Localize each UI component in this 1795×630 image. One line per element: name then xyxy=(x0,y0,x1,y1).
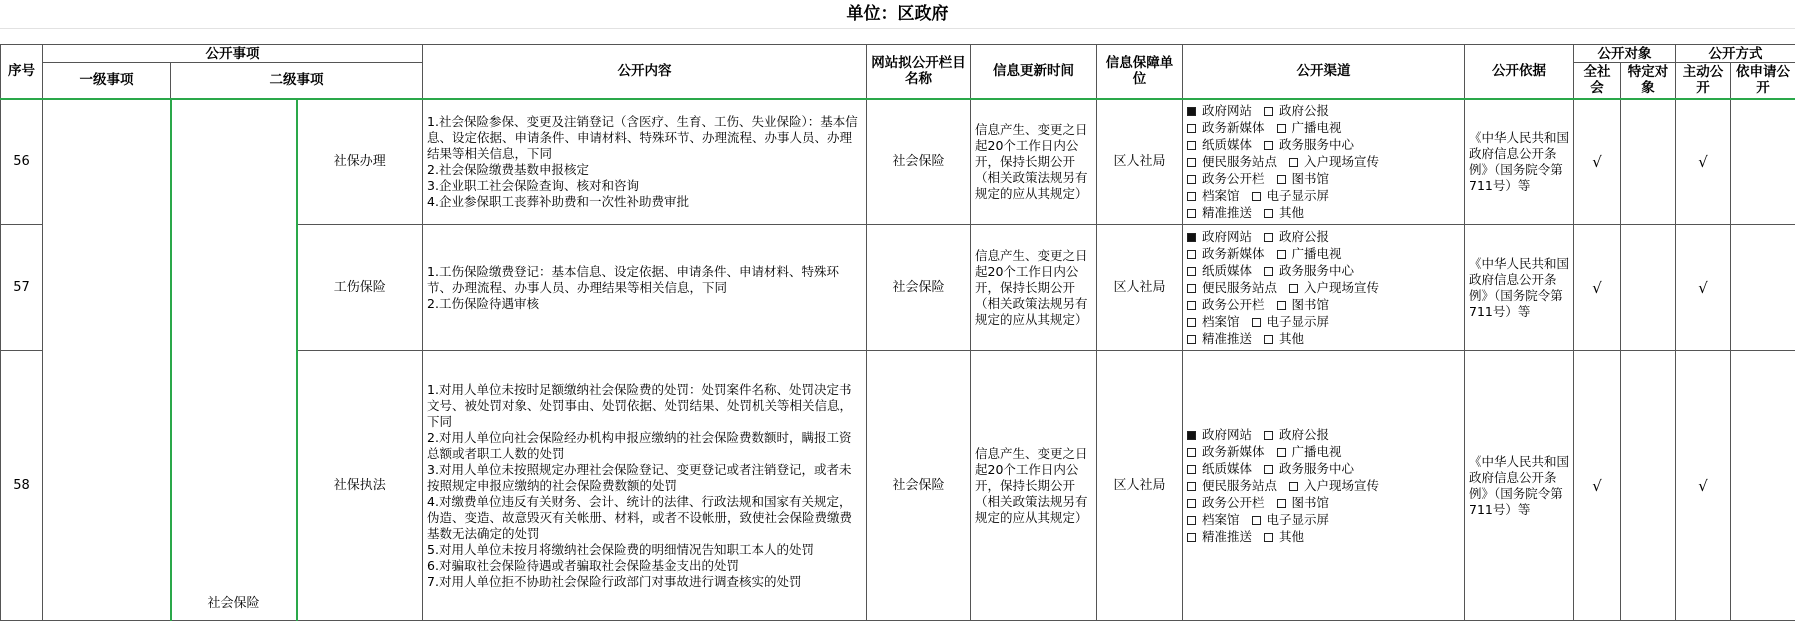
content-line: 6.对骗取社会保险待遇或者骗取社会保险基金支出的处罚 xyxy=(427,557,739,573)
checkbox-icon[interactable] xyxy=(1252,516,1261,525)
channel-label: 政府网站 xyxy=(1202,229,1253,244)
basis-cell: 《中华人民共和国政府信息公开条例》（国务院令第711号）等 xyxy=(1465,351,1574,621)
channel-label: 电子显示屏 xyxy=(1266,314,1330,329)
header-level2: 二级事项 xyxy=(171,63,423,99)
header-column: 网站拟公开栏目名称 xyxy=(867,45,971,99)
checkbox-icon[interactable] xyxy=(1277,175,1286,184)
update-time: 信息产生、变更之日起20个工作日内公开，保持长期公开（相关政策法规另有规定的应从其规定） xyxy=(971,99,1097,225)
checkbox-icon[interactable] xyxy=(1187,158,1196,167)
channel-label: 政务服务中心 xyxy=(1279,263,1355,278)
row-seq: 58 xyxy=(1,351,43,621)
table-row xyxy=(1,99,1795,225)
channel-label: 图书馆 xyxy=(1291,297,1330,312)
channel-label: 入户现场宣传 xyxy=(1304,280,1380,295)
channel-label: 档案馆 xyxy=(1202,512,1240,527)
channel-label: 入户现场宣传 xyxy=(1304,478,1380,493)
channel-label: 政府公报 xyxy=(1279,103,1330,119)
row-seq: 57 xyxy=(1,225,43,351)
header-target: 公开对象 xyxy=(1574,45,1676,63)
checkbox-icon[interactable] xyxy=(1277,250,1286,259)
mode-active-check: √ xyxy=(1676,225,1731,351)
channel-label: 其他 xyxy=(1279,529,1305,544)
checkbox-icon[interactable] xyxy=(1187,335,1196,344)
checkbox-checked-icon[interactable] xyxy=(1187,233,1196,242)
channel-label: 政务新媒体 xyxy=(1202,444,1265,459)
checkbox-icon[interactable] xyxy=(1187,499,1196,508)
channel-label: 政务服务中心 xyxy=(1279,461,1355,476)
basis-cell: 《中华人民共和国政府信息公开条例》（国务院令第711号）等 xyxy=(1465,225,1574,351)
target-specific-cell xyxy=(1621,351,1676,621)
checkbox-icon[interactable] xyxy=(1252,192,1261,201)
channel-label: 档案馆 xyxy=(1202,314,1240,329)
level1-cell xyxy=(171,99,297,621)
channel-label: 纸质媒体 xyxy=(1202,461,1253,476)
header-mode-request: 依申请公开 xyxy=(1731,63,1795,99)
mode-request-cell xyxy=(1731,99,1795,225)
channel-label: 档案馆 xyxy=(1202,188,1240,204)
channel-label: 图书馆 xyxy=(1291,495,1330,510)
checkbox-icon[interactable] xyxy=(1264,335,1273,344)
channel-label: 其他 xyxy=(1279,205,1305,221)
mode-active-check: √ xyxy=(1676,99,1731,225)
channel-label: 精准推送 xyxy=(1202,331,1253,346)
checkbox-icon[interactable] xyxy=(1187,209,1196,218)
channel-cell xyxy=(1183,351,1465,621)
header-basis: 公开依据 xyxy=(1465,45,1574,99)
content-cell xyxy=(423,225,867,351)
unit-name: 区人社局 xyxy=(1097,225,1183,351)
checkbox-icon[interactable] xyxy=(1277,448,1286,457)
channel-label: 政务服务中心 xyxy=(1279,137,1355,153)
checkbox-icon[interactable] xyxy=(1264,209,1273,218)
channel-label: 政务新媒体 xyxy=(1202,246,1265,261)
checkbox-icon[interactable] xyxy=(1187,516,1196,525)
header-content: 公开内容 xyxy=(423,45,867,99)
level2-value: 工伤保险 xyxy=(297,225,423,351)
header-mode-active: 主动公开 xyxy=(1676,63,1731,99)
mode-active-check: √ xyxy=(1676,351,1731,621)
content-line: 1.对用人单位未按时足额缴纳社会保险费的处罚：处罚案件名称、处罚决定书文号、被处罚对象、处罚事由、处罚依据、处罚结果、处罚机关等相关信息，下同 xyxy=(427,381,853,429)
level2-value: 社保办理 xyxy=(297,99,423,225)
channel-label: 其他 xyxy=(1279,331,1305,346)
channel-label: 政务公开栏 xyxy=(1202,297,1265,312)
header-items: 公开事项 xyxy=(43,45,423,63)
checkbox-icon[interactable] xyxy=(1187,448,1196,457)
content-line: 7.对用人单位拒不协助社会保险行政部门对事故进行调查核实的处罚 xyxy=(427,573,802,589)
mode-request-cell xyxy=(1731,351,1795,621)
channel-label: 政府网站 xyxy=(1202,103,1253,119)
content-cell xyxy=(423,99,867,225)
header-channel: 公开渠道 xyxy=(1183,45,1465,99)
header-unit: 信息保障单位 xyxy=(1097,45,1183,99)
channel-label: 精准推送 xyxy=(1202,205,1253,221)
checkbox-icon[interactable] xyxy=(1277,301,1286,310)
checkbox-icon[interactable] xyxy=(1289,482,1298,491)
column-name: 社会保险 xyxy=(867,225,971,351)
checkbox-icon[interactable] xyxy=(1264,465,1273,474)
basis-cell: 《中华人民共和国政府信息公开条例》（国务院令第711号）等 xyxy=(1465,99,1574,225)
header-target-specific: 特定对象 xyxy=(1621,63,1676,99)
channel-label: 政务公开栏 xyxy=(1202,495,1265,510)
checkbox-icon[interactable] xyxy=(1252,318,1261,327)
content-line: 3.对用人单位未按照规定办理社会保险登记、变更登记或者注销登记，或者未按照规定申报应缴纳的社会保险费数额的处罚 xyxy=(427,461,852,493)
target-all-check: √ xyxy=(1574,225,1621,351)
checkbox-icon[interactable] xyxy=(1289,158,1298,167)
unit-name: 区人社局 xyxy=(1097,99,1183,225)
checkbox-icon[interactable] xyxy=(1264,267,1273,276)
page-title: 单位：区政府 xyxy=(846,4,949,24)
channel-cell xyxy=(1183,225,1465,351)
level1-value: 社会保险 xyxy=(207,596,260,611)
header-level1: 一级事项 xyxy=(43,63,171,99)
checkbox-icon[interactable] xyxy=(1264,533,1273,542)
checkbox-icon[interactable] xyxy=(1187,318,1196,327)
checkbox-icon[interactable] xyxy=(1187,267,1196,276)
channel-label: 纸质媒体 xyxy=(1202,137,1253,153)
update-time: 信息产生、变更之日起20个工作日内公开，保持长期公开（相关政策法规另有规定的应从其规定） xyxy=(971,351,1097,621)
header-seq: 序号 xyxy=(1,45,43,99)
channel-label: 电子显示屏 xyxy=(1266,512,1330,527)
column-name: 社会保险 xyxy=(867,351,971,621)
mode-request-cell xyxy=(1731,225,1795,351)
content-line: 2.对用人单位向社会保险经办机构申报应缴纳的社会保险费数额时，瞒报工资总额或者职工人数的处罚 xyxy=(427,429,852,461)
checkbox-icon[interactable] xyxy=(1187,284,1196,293)
channel-label: 政府公报 xyxy=(1279,427,1330,442)
content-line: 2.工伤保险待遇审核 xyxy=(427,295,539,311)
channel-label: 政务新媒体 xyxy=(1202,120,1265,136)
content-cell xyxy=(423,351,867,621)
checkbox-icon[interactable] xyxy=(1264,233,1273,242)
channel-label: 电子显示屏 xyxy=(1266,188,1330,204)
channel-label: 广播电视 xyxy=(1291,246,1342,261)
level1-blank xyxy=(43,99,171,621)
checkbox-icon[interactable] xyxy=(1264,431,1273,440)
checkbox-icon[interactable] xyxy=(1289,284,1298,293)
channel-label: 便民服务站点 xyxy=(1202,280,1278,295)
channel-label: 广播电视 xyxy=(1291,120,1342,136)
content-line: 1.工伤保险缴费登记：基本信息、设定依据、申请条件、申请材料、特殊环节、办理流程、办事人员、办理结果等相关信息，下同 xyxy=(427,263,839,295)
channel-label: 政务公开栏 xyxy=(1202,171,1265,187)
checkbox-icon[interactable] xyxy=(1187,482,1196,491)
content-line: 4.企业参保职工丧葬补助费和一次性补助费审批 xyxy=(427,193,689,209)
channel-label: 精准推送 xyxy=(1202,529,1253,544)
target-specific-cell xyxy=(1621,99,1676,225)
checkbox-icon[interactable] xyxy=(1277,499,1286,508)
checkbox-icon[interactable] xyxy=(1277,124,1286,133)
target-specific-cell xyxy=(1621,225,1676,351)
checkbox-icon[interactable] xyxy=(1264,107,1273,116)
checkbox-icon[interactable] xyxy=(1187,175,1196,184)
level2-value: 社保执法 xyxy=(297,351,423,621)
channel-label: 纸质媒体 xyxy=(1202,263,1253,278)
checkbox-checked-icon[interactable] xyxy=(1187,431,1196,440)
checkbox-icon[interactable] xyxy=(1187,124,1196,133)
column-name: 社会保险 xyxy=(867,99,971,225)
disclosure-table xyxy=(0,44,1795,621)
row-seq: 56 xyxy=(1,99,43,225)
checkbox-icon[interactable] xyxy=(1187,465,1196,474)
channel-label: 便民服务站点 xyxy=(1202,154,1278,170)
channel-label: 便民服务站点 xyxy=(1202,478,1278,493)
channel-label: 入户现场宣传 xyxy=(1304,154,1380,170)
content-line: 5.对用人单位未按月将缴纳社会保险费的明细情况告知职工本人的处罚 xyxy=(427,541,814,557)
content-line: 4.对缴费单位违反有关财务、会计、统计的法律、行政法规和国家有关规定，伪造、变造、故意毁灭有关帐册、材料，或者不设帐册，致使社会保险费缴费基数无法确定的处罚 xyxy=(427,493,853,541)
channel-label: 广播电视 xyxy=(1291,444,1342,459)
checkbox-checked-icon[interactable] xyxy=(1187,107,1196,116)
header-update: 信息更新时间 xyxy=(971,45,1097,99)
channel-label: 政府公报 xyxy=(1279,229,1330,244)
checkbox-icon[interactable] xyxy=(1187,141,1196,150)
checkbox-icon[interactable] xyxy=(1187,250,1196,259)
target-all-check: √ xyxy=(1574,351,1621,621)
checkbox-icon[interactable] xyxy=(1187,533,1196,542)
content-line: 3.企业职工社会保险查询、核对和咨询 xyxy=(427,177,639,193)
target-all-check: √ xyxy=(1574,99,1621,225)
content-line: 2.社会保险缴费基数申报核定 xyxy=(427,161,589,177)
channel-label: 图书馆 xyxy=(1291,171,1330,187)
header-target-all: 全社会 xyxy=(1574,63,1621,99)
header-mode: 公开方式 xyxy=(1676,45,1795,63)
content-line: 1.社会保险参保、变更及注销登记（含医疗、生育、工伤、失业保险）：基本信息、设定依据、申请条件、申请材料、特殊环节、办理流程、办事人员、办理结果等相关信息，下同 xyxy=(427,113,858,161)
channel-label: 政府网站 xyxy=(1202,427,1253,442)
checkbox-icon[interactable] xyxy=(1264,141,1273,150)
update-time: 信息产生、变更之日起20个工作日内公开，保持长期公开（相关政策法规另有规定的应从其规定） xyxy=(971,225,1097,351)
checkbox-icon[interactable] xyxy=(1187,301,1196,310)
checkbox-icon[interactable] xyxy=(1187,192,1196,201)
unit-name: 区人社局 xyxy=(1097,351,1183,621)
channel-cell xyxy=(1183,99,1465,225)
